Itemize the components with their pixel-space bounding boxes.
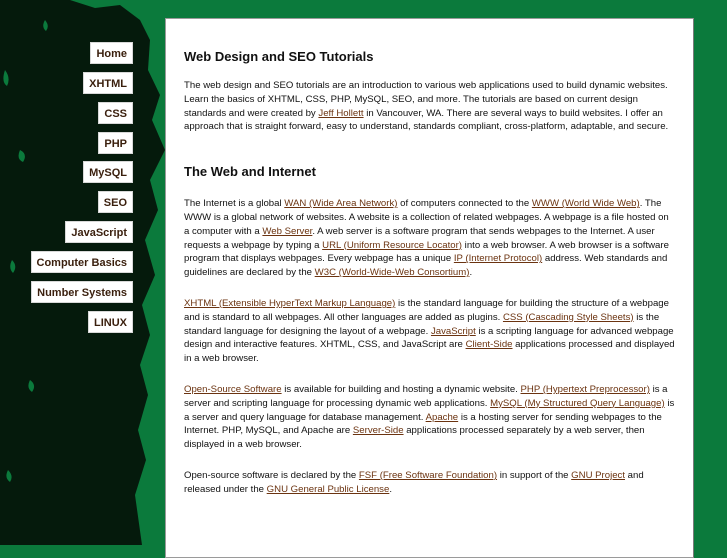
open-source-link[interactable]: Open-Source Software xyxy=(184,383,282,395)
javascript-link[interactable]: JavaScript xyxy=(430,325,476,337)
paragraph-text: is the standard language for designing the layout of a webpage. xyxy=(184,311,660,337)
paragraph-text: is the standard language for building the structure of a webpage and is standard to all webpages. All other languages are added as plugins. xyxy=(184,297,669,323)
paragraph-text: is available for building and hosting a dynamic website. xyxy=(281,383,521,395)
paragraph-text: is a server and query language for database management. xyxy=(184,397,675,423)
nav-home-button[interactable]: Home xyxy=(90,42,133,64)
client-side-paragraph xyxy=(184,297,676,366)
paragraph-text: . xyxy=(469,267,473,279)
gnu-project-link[interactable]: GNU Project xyxy=(571,469,626,481)
nav-css-button[interactable]: CSS xyxy=(98,102,133,124)
php-link[interactable]: PHP (Hypertext Preprocessor) xyxy=(520,383,650,395)
paragraph-text: . The WWW is a global network of websites. A website is a collection of related webpages. A webpage is a file hosted on a computer with a xyxy=(184,198,669,237)
nav-seo-button[interactable]: SEO xyxy=(98,191,133,213)
intro-paragraph xyxy=(184,79,676,134)
nav-computer-basics-button[interactable]: Computer Basics xyxy=(31,251,133,273)
paragraph-text: is a hosting server for sending webpages to the Internet. PHP, MySQL, and Apache are xyxy=(184,411,662,437)
paragraph-text: and released under the xyxy=(184,469,644,495)
paragraph-text: is a server and scripting language for processing dynamic web applications. xyxy=(184,383,668,409)
side-navigation xyxy=(0,0,140,545)
paragraph-text: . A web server is a software program that sends webpages to the Internet. A user requests a webpage by typing a xyxy=(184,225,655,251)
gpl-link[interactable]: GNU General Public License xyxy=(266,483,390,495)
paragraph-text: applications processed separately by a web server, then displayed in a web browser. xyxy=(184,425,645,451)
url-link[interactable]: URL (Uniform Resource Locator) xyxy=(322,239,463,251)
web-server-link[interactable]: Web Server xyxy=(262,225,313,237)
nav-linux-button[interactable]: LINUX xyxy=(88,311,133,333)
intro-text: The web design and SEO tutorials are an introduction to various web applications used to build dynamic websites. Learn the basics of XHTML, CSS, PHP, MySQL, SEO, and more. The tutorials are based on current design standards and were created by xyxy=(184,80,668,119)
paragraph-text: in support of the xyxy=(497,469,572,481)
paragraph-text: Open-source software is declared by the xyxy=(184,469,359,481)
nav-php-button[interactable]: PHP xyxy=(98,132,133,154)
page-title: Web Design and SEO Tutorials xyxy=(184,49,374,64)
www-link[interactable]: WWW (World Wide Web) xyxy=(531,198,640,210)
nav-javascript-button[interactable]: JavaScript xyxy=(65,221,133,243)
section-heading: The Web and Internet xyxy=(184,164,316,180)
client-side-link[interactable]: Client-Side xyxy=(465,339,513,351)
wan-link[interactable]: WAN (Wide Area Network) xyxy=(284,198,398,210)
w3c-link[interactable]: W3C (World-Wide-Web Consortium) xyxy=(314,267,470,279)
server-side-paragraph xyxy=(184,383,676,452)
fsf-link[interactable]: FSF (Free Software Foundation) xyxy=(358,469,498,481)
xhtml-link[interactable]: XHTML (Extensible HyperText Markup Language) xyxy=(184,297,396,309)
server-side-link[interactable]: Server-Side xyxy=(352,425,404,437)
paragraph-text: into a web browser. A web browser is a software program that displays webpages. Every webpage has a unique xyxy=(184,239,669,265)
paragraph-text: address. Web standards and guidelines are declared by the xyxy=(184,253,668,279)
author-link[interactable]: Jeff Hollett xyxy=(318,107,364,119)
paragraph-text: The Internet is a global xyxy=(184,198,285,210)
paragraph-text: is a scripting language for advanced webpage design and interactive features. XHTML, CSS, and JavaScript are xyxy=(184,325,674,351)
apache-link[interactable]: Apache xyxy=(425,411,459,423)
paragraph-text: applications processed and displayed in a web browser. xyxy=(184,339,675,365)
intro-text: in Vancouver, WA. There are several ways to build websites. I offer an approach that is straight forward, easy to understand, standards compliant, cross-platform, adaptable, and secure. xyxy=(184,107,669,133)
nav-mysql-button[interactable]: MySQL xyxy=(83,161,133,183)
mysql-link[interactable]: MySQL (My Structured Query Language) xyxy=(490,397,665,409)
css-link[interactable]: CSS (Cascading Style Sheets) xyxy=(502,311,634,323)
fsf-paragraph xyxy=(184,469,676,497)
internet-paragraph xyxy=(184,197,676,280)
paragraph-text: . xyxy=(389,483,392,495)
ip-link[interactable]: IP (Internet Protocol) xyxy=(453,253,543,265)
nav-number-systems-button[interactable]: Number Systems xyxy=(31,281,133,303)
content-panel xyxy=(165,18,694,558)
paragraph-text: of computers connected to the xyxy=(397,198,532,210)
nav-xhtml-button[interactable]: XHTML xyxy=(83,72,133,94)
